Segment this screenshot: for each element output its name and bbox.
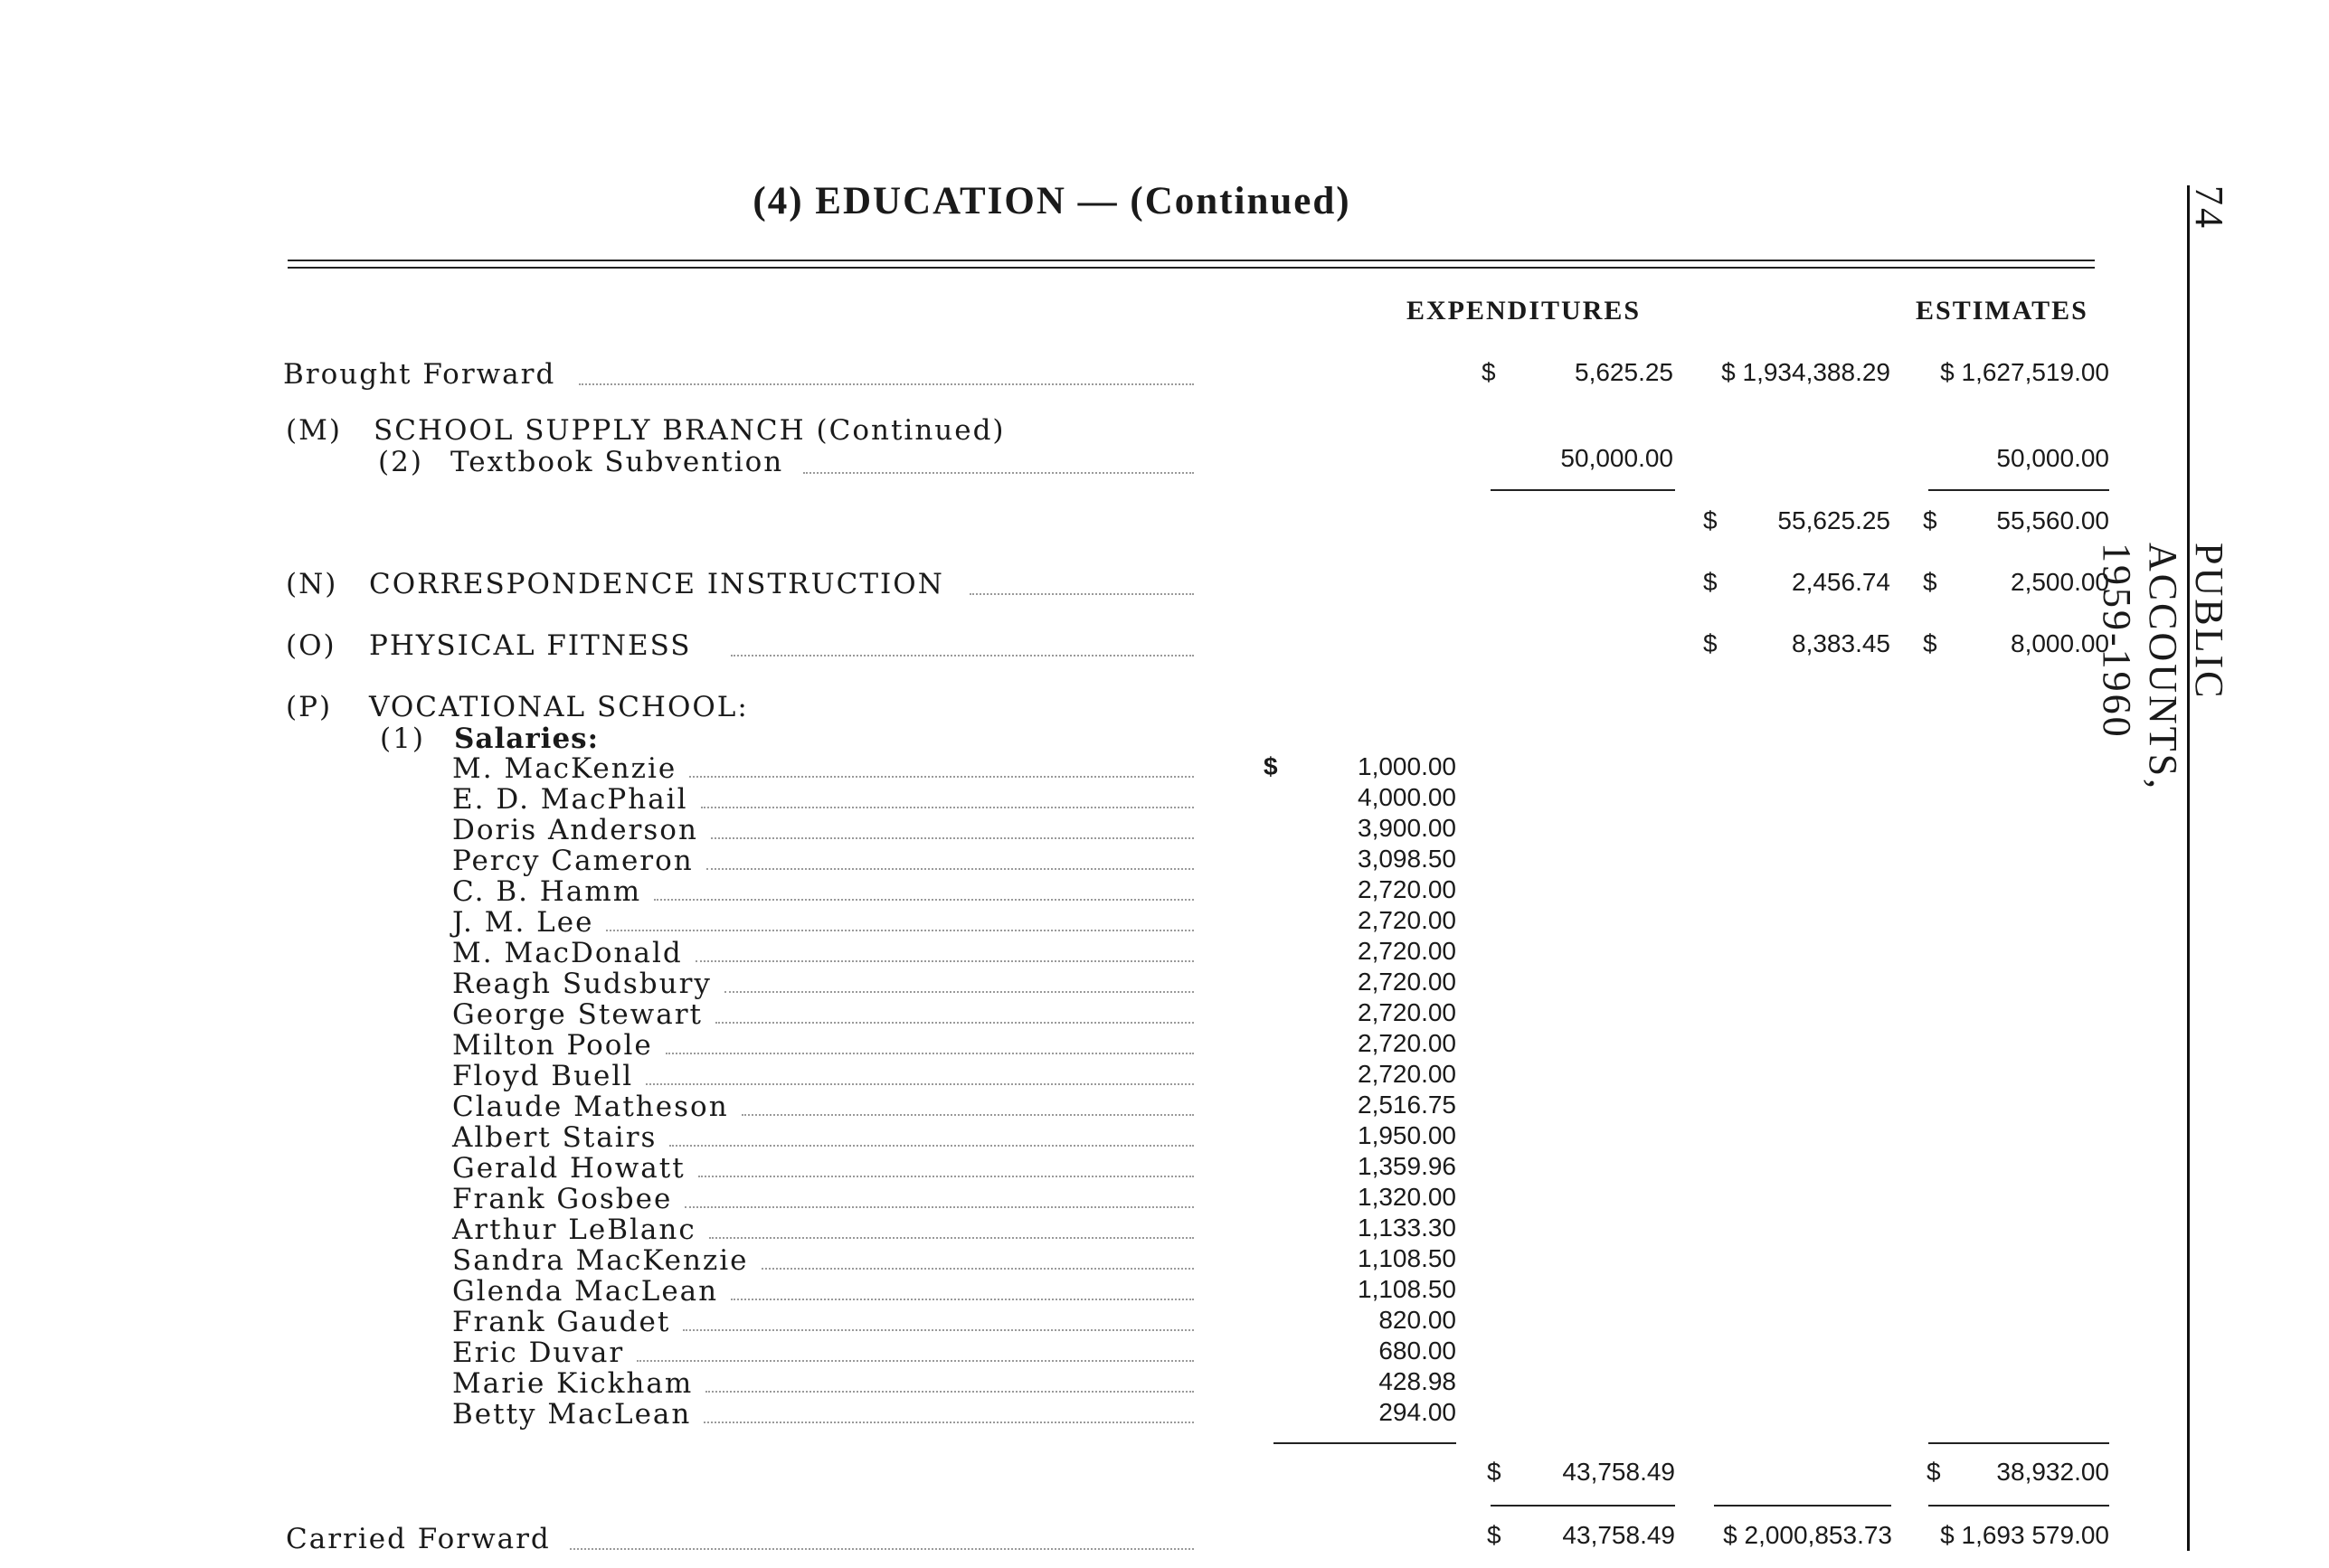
- salary-amount: 3,900.00: [1358, 814, 1456, 842]
- section-code: (M): [286, 414, 342, 447]
- brought-forward-total: $ 1,934,388.29: [1721, 358, 1890, 386]
- salary-name: Percy Cameron: [452, 845, 694, 877]
- carried-forward-total: $ 2,000,853.73: [1723, 1521, 1892, 1549]
- margin-rule: [2187, 185, 2190, 1551]
- currency-sign: $: [1487, 1521, 1501, 1549]
- currency-sign: $: [1703, 568, 1718, 596]
- salary-name: George Stewart: [452, 998, 703, 1031]
- salary-amount: 2,720.00: [1358, 998, 1456, 1026]
- leader-dots: [701, 807, 1194, 808]
- section-m-total: 55,625.25: [1777, 506, 1890, 534]
- salary-amount: 294.00: [1378, 1398, 1456, 1426]
- salary-name: M. MacDonald: [452, 937, 683, 969]
- salary-name: J. M. Lee: [452, 906, 594, 939]
- salary-name: Claude Matheson: [452, 1091, 729, 1123]
- page-title: (4) EDUCATION — (Continued): [753, 180, 1351, 222]
- salaries-estimates-total: 38,932.00: [1996, 1458, 2109, 1486]
- leader-dots: [715, 1022, 1194, 1024]
- currency-sign: $: [1923, 506, 1937, 534]
- salary-amount: 1,108.50: [1358, 1244, 1456, 1272]
- leader-dots: [685, 1206, 1194, 1208]
- currency-sign: $: [1923, 629, 1937, 657]
- correspondence-expenditures: 2,456.74: [1792, 568, 1890, 596]
- section-code: (O): [286, 629, 336, 662]
- physical-fitness-expenditures: 8,383.45: [1792, 629, 1890, 657]
- total-rule: [1714, 1505, 1891, 1507]
- salary-amount: 2,720.00: [1358, 875, 1456, 903]
- leader-dots: [704, 1422, 1194, 1423]
- salary-amount: 1,320.00: [1358, 1183, 1456, 1211]
- leader-dots: [762, 1268, 1194, 1270]
- salary-amount: 4,000.00: [1358, 783, 1456, 811]
- currency-sign: $: [1703, 629, 1718, 657]
- section-title: CORRESPONDENCE INSTRUCTION: [369, 568, 944, 600]
- subtotal-rule: [1928, 1442, 2109, 1444]
- subtotal-rule: [1273, 1442, 1456, 1444]
- salary-amount: 1,950.00: [1358, 1121, 1456, 1149]
- leader-dots: [666, 1053, 1194, 1054]
- currency-sign: $: [1923, 568, 1937, 596]
- subsection-code: (1): [380, 723, 425, 755]
- salary-name: Frank Gosbee: [452, 1183, 673, 1215]
- textbook-subvention-estimates: 50,000.00: [1996, 444, 2109, 472]
- header-rule-top: [288, 260, 2095, 261]
- side-title: PUBLIC ACCOUNTS, 1959-1960: [2095, 543, 2231, 792]
- currency-sign: $: [1264, 752, 1278, 780]
- physical-fitness-estimates: 8,000.00: [2011, 629, 2109, 657]
- salary-amount: 2,720.00: [1358, 1060, 1456, 1088]
- section-title: SCHOOL SUPPLY BRANCH (Continued): [374, 414, 1006, 447]
- salary-name: Betty MacLean: [452, 1398, 692, 1431]
- salary-name: Arthur LeBlanc: [452, 1214, 696, 1246]
- salaries-total: 43,758.49: [1562, 1458, 1675, 1486]
- leader-dots: [731, 655, 1194, 656]
- brought-forward-label: Brought Forward: [283, 358, 556, 391]
- currency-sign: $: [1487, 1458, 1501, 1486]
- leader-dots: [711, 837, 1194, 839]
- section-m-estimates-total: 55,560.00: [1996, 506, 2109, 534]
- leader-dots: [683, 1329, 1194, 1331]
- salary-amount: 2,720.00: [1358, 1029, 1456, 1057]
- salary-name: Milton Poole: [452, 1029, 653, 1062]
- salary-name: Gerald Howatt: [452, 1152, 686, 1185]
- leader-dots: [803, 472, 1194, 474]
- section-code: (N): [286, 568, 338, 600]
- section-title: VOCATIONAL SCHOOL:: [369, 691, 749, 723]
- section-title: PHYSICAL FITNESS: [369, 629, 692, 662]
- leader-dots: [706, 868, 1194, 870]
- subsection-label: Salaries:: [454, 723, 600, 755]
- salary-amount: 820.00: [1378, 1306, 1456, 1334]
- carried-forward-label: Carried Forward: [286, 1523, 551, 1555]
- total-rule: [1928, 1505, 2109, 1507]
- salary-name: Reagh Sudsbury: [452, 968, 712, 1000]
- salary-amount: 2,516.75: [1358, 1091, 1456, 1119]
- leader-dots: [731, 1299, 1194, 1300]
- leader-dots: [696, 960, 1194, 962]
- subsection-code: (2): [378, 446, 423, 478]
- section-code: (P): [286, 691, 333, 723]
- salary-amount: 1,108.50: [1358, 1275, 1456, 1303]
- currency-sign: $: [1482, 358, 1496, 386]
- leader-dots: [637, 1360, 1194, 1362]
- leader-dots: [570, 1548, 1194, 1550]
- leader-dots: [654, 899, 1194, 901]
- subtotal-rule: [1491, 489, 1675, 491]
- salary-name: Floyd Buell: [452, 1060, 634, 1092]
- salary-amount: 1,359.96: [1358, 1152, 1456, 1180]
- subsection-label: Textbook Subvention: [450, 446, 784, 478]
- subtotal-rule: [1928, 489, 2109, 491]
- leader-dots: [724, 991, 1194, 993]
- leader-dots: [579, 383, 1194, 385]
- currency-sign: $: [1927, 1458, 1941, 1486]
- brought-forward-expenditures: 5,625.25: [1575, 358, 1673, 386]
- salary-name: Marie Kickham: [452, 1367, 694, 1400]
- salary-amount: 2,720.00: [1358, 937, 1456, 965]
- salary-name: Frank Gaudet: [452, 1306, 671, 1338]
- salary-name: Glenda MacLean: [452, 1275, 719, 1308]
- leader-dots: [742, 1114, 1194, 1116]
- page-number: 74: [2187, 185, 2231, 231]
- salary-name: Doris Anderson: [452, 814, 698, 846]
- col-head-expenditures: EXPENDITURES: [1406, 296, 1642, 326]
- salary-amount: 1,000.00: [1358, 752, 1456, 780]
- header-rule-bottom: [288, 267, 2095, 269]
- salary-amount: 428.98: [1378, 1367, 1456, 1395]
- leader-dots: [646, 1083, 1194, 1085]
- textbook-subvention-expenditures: 50,000.00: [1560, 444, 1673, 472]
- leader-dots: [669, 1145, 1194, 1147]
- salary-name: E. D. MacPhail: [452, 783, 688, 816]
- salary-amount: 680.00: [1378, 1337, 1456, 1365]
- salary-name: C. B. Hamm: [452, 875, 642, 908]
- salary-amount: 1,133.30: [1358, 1214, 1456, 1242]
- salary-name: M. MacKenzie: [452, 752, 677, 785]
- salary-name: Eric Duvar: [452, 1337, 625, 1369]
- total-rule: [1491, 1505, 1675, 1507]
- carried-forward-expenditures: 43,758.49: [1562, 1521, 1675, 1549]
- leader-dots: [705, 1391, 1194, 1393]
- brought-forward-estimates: $ 1,627,519.00: [1940, 358, 2109, 386]
- leader-dots: [606, 930, 1194, 931]
- salary-amount: 3,098.50: [1358, 845, 1456, 873]
- leader-dots: [970, 593, 1194, 595]
- carried-forward-estimates: $ 1,693 579.00: [1940, 1521, 2109, 1549]
- col-head-estimates: ESTIMATES: [1916, 296, 2088, 326]
- leader-dots: [698, 1176, 1194, 1177]
- salary-name: Albert Stairs: [452, 1121, 658, 1154]
- salary-amount: 2,720.00: [1358, 906, 1456, 934]
- currency-sign: $: [1703, 506, 1718, 534]
- salary-name: Sandra MacKenzie: [452, 1244, 749, 1277]
- leader-dots: [709, 1237, 1194, 1239]
- leader-dots: [689, 776, 1194, 778]
- correspondence-estimates: 2,500.00: [2011, 568, 2109, 596]
- salary-amount: 2,720.00: [1358, 968, 1456, 996]
